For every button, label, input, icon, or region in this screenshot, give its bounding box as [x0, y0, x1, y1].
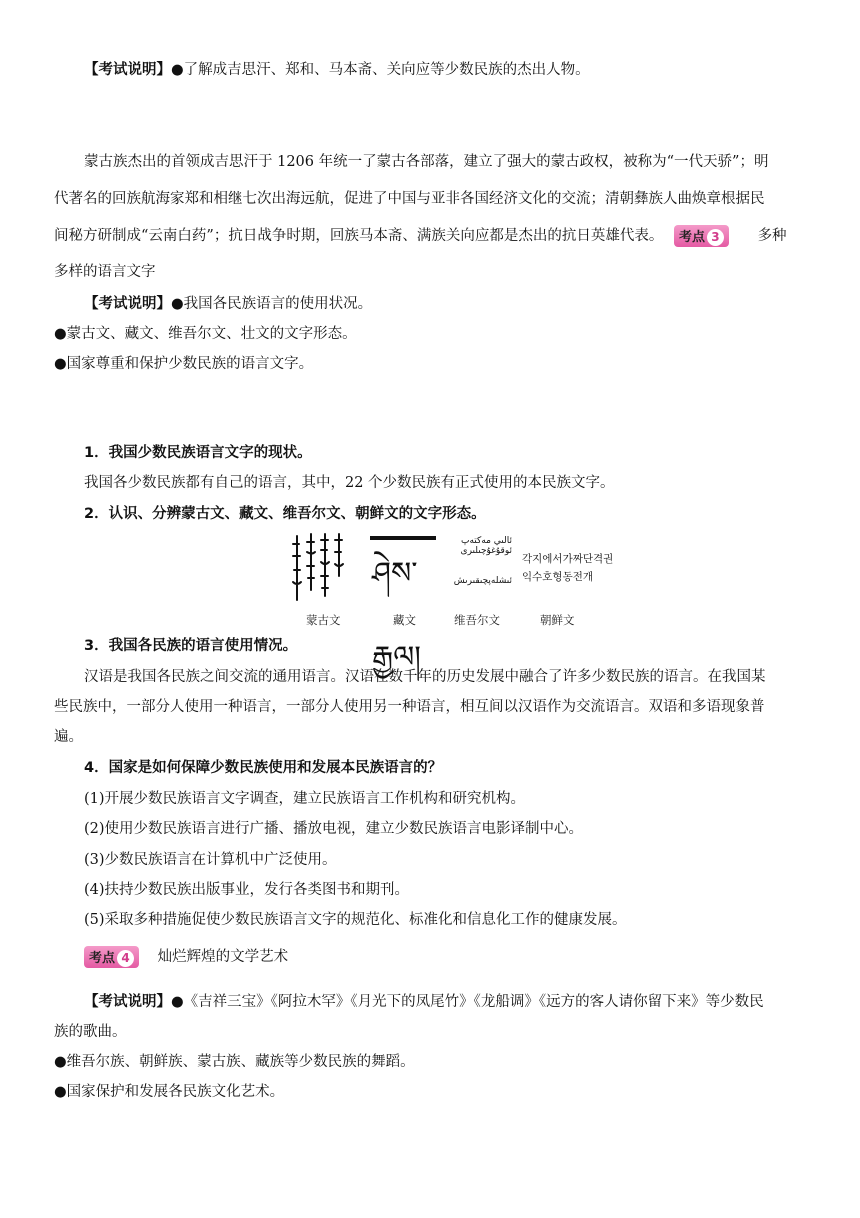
exam-note-tag: 【考试说明】	[84, 993, 171, 1010]
exam-note-item: ●国家尊重和保护少数民族的语言文字。	[54, 356, 314, 372]
uyghur-script-image	[450, 536, 512, 596]
uyghur-line-1: ئالىي مەكتەپ ئوقۇغۇچىلىرى	[460, 536, 512, 556]
exam-note-item: ●国家保护和发展各民族文化艺术。	[54, 1084, 285, 1100]
section-4-item: (3)少数民族语言在计算机中广泛使用。	[84, 852, 337, 868]
kaodian-label: 考点	[678, 230, 705, 245]
section-4-item: (5)采取多种措施促使少数民族语言文字的规范化、标准化和信息化工作的健康发展。	[84, 912, 627, 928]
section-4-heading: 4．国家是如何保障少数民族使用和发展本民族语言的？	[84, 760, 443, 776]
section-3-line-3: 遍。	[54, 729, 83, 745]
exam-note-tag: 【考试说明】	[84, 61, 171, 78]
exam-note-2	[84, 292, 372, 313]
mongolian-caption: 蒙古文	[306, 613, 341, 627]
paragraph-1-line-3-text: 间秘方研制成“云南白药”；抗日战争时期，回族马本斋、满族关向应都是杰出的抗日英雄代表。	[54, 228, 664, 244]
korean-line-2: 익수호형동전개	[522, 571, 594, 583]
korean-caption: 朝鲜文	[540, 613, 575, 627]
kaodian-number: 3	[707, 229, 724, 246]
exam-note-item: ●维吾尔族、朝鲜族、蒙古族、藏族等少数民族的舞蹈。	[54, 1054, 415, 1070]
kaodian-4-heading	[84, 945, 288, 968]
exam-note-item: ●我国各民族语言的使用状况。	[171, 296, 373, 312]
exam-note-3	[84, 990, 764, 1011]
paragraph-1-line-1: 蒙古族杰出的首领成吉思汗于 1206 年统一了蒙古各部落，建立了强大的蒙古政权，被称为“一代天骄”；明	[84, 154, 769, 170]
korean-script-image	[522, 550, 613, 586]
section-3-line-1: 汉语是我国各民族之间交流的通用语言。汉语在数千年的历史发展中融合了许多少数民族的语言。在我国某	[84, 669, 766, 685]
kaodian-label: 考点	[89, 951, 116, 966]
section-4-item: (2)使用少数民族语言进行广播、播放电视，建立少数民族语言电影译制中心。	[84, 821, 584, 837]
kaodian-3-badge	[674, 225, 729, 247]
exam-note-tag: 【考试说明】	[84, 295, 171, 312]
kaodian-4-badge	[84, 946, 139, 968]
exam-note-songs: ●《吉祥三宝》《阿拉木罕》《月光下的凤尾竹》《龙船调》《远方的客人请你留下来》等少数民	[171, 994, 764, 1010]
section-4-item: (4)扶持少数民族出版事业，发行各类图书和期刊。	[84, 882, 410, 898]
exam-note-item: ●蒙古文、藏文、维吾尔文、壮文的文字形态。	[54, 326, 357, 342]
kaodian-3-title-start: 多种	[757, 228, 787, 244]
section-1-text: 我国各少数民族都有自己的语言，其中，22 个少数民族有正式使用的本民族文字。	[84, 475, 615, 491]
section-1-heading: 1．我国少数民族语言文字的现状。	[84, 445, 312, 461]
exam-note-1	[84, 58, 590, 79]
tibetan-glyphs: ཤེས་རྒྱལ།	[372, 556, 421, 675]
mongolian-script-image	[285, 530, 355, 612]
exam-note-songs-cont: 族的歌曲。	[54, 1024, 127, 1040]
paragraph-1-line-3	[54, 224, 787, 247]
paragraph-1-line-2: 代著名的回族航海家郑和相继七次出海远航，促进了中国与亚非各国经济文化的交流；清朝彝族人曲焕章根据民	[54, 191, 765, 207]
korean-line-1: 각지에서가짜단격권	[522, 553, 614, 565]
uyghur-caption: 维吾尔文	[454, 613, 500, 627]
section-3-line-2: 些民族中，一部分人使用一种语言，一部分人使用另一种语言，相互间以汉语作为交流语言。双语和多语现象普	[54, 699, 765, 715]
section-4-item: (1)开展少数民族语言文字调查，建立民族语言工作机构和研究机构。	[84, 791, 526, 807]
section-2-heading: 2．认识、分辨蒙古文、藏文、维吾尔文、朝鲜文的文字形态。	[84, 506, 486, 522]
kaodian-number: 4	[117, 950, 134, 967]
exam-note-text: ●了解成吉思汗、郑和、马本斋、关向应等少数民族的杰出人物。	[171, 62, 590, 78]
kaodian-4-title: 灿烂辉煌的文学艺术	[157, 949, 289, 965]
kaodian-3-title-cont: 多样的语言文字	[54, 264, 156, 280]
uyghur-line-2: ئىشلەپچىقىرىش	[453, 576, 512, 586]
tibetan-caption: 藏文	[393, 613, 416, 627]
section-3-heading: 3．我国各民族的语言使用情况。	[84, 638, 298, 654]
